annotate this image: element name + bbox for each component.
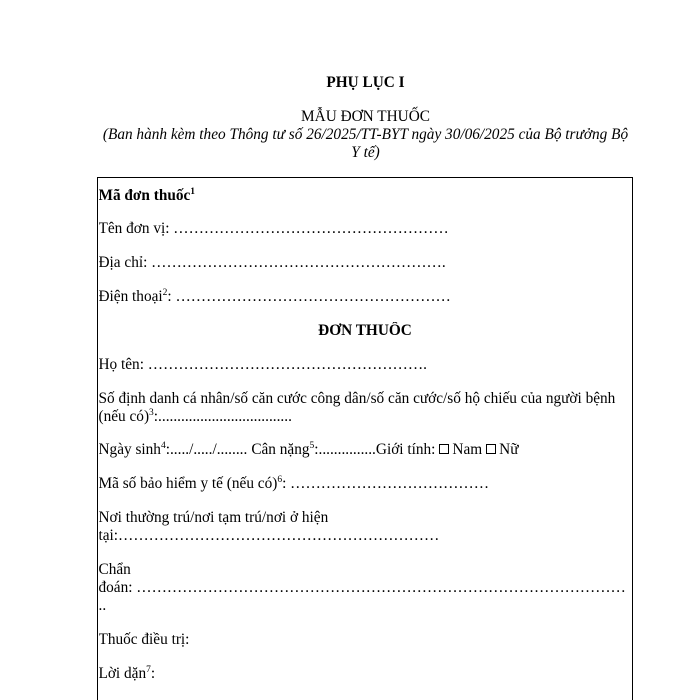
subtitle-line-1: (Ban hành kèm theo Thông tư số 26/2025/TT-BYT ngày 30/06/2025 của Bộ trưởng Bộ: [102, 126, 629, 143]
document-header: [65, 74, 666, 162]
diagnosis-line-3: ..: [98, 596, 107, 614]
prescription-form-box: [97, 177, 633, 700]
identity-dots: :...................................: [153, 407, 292, 425]
gender-option-male: Nam: [452, 441, 483, 459]
prescription-code-label: Mã đơn thuốc: [98, 186, 191, 204]
advice-colon: :: [150, 664, 156, 682]
dob-label: Ngày sinh: [98, 441, 161, 459]
treatment-row: [99, 631, 632, 649]
identity-line-1: Số định danh cá nhân/số căn cước công dân/số căn cước/số hộ chiếu của người bệnh: [98, 389, 616, 407]
insurance-dots: : …………………………………: [282, 475, 490, 493]
unit-name-line: Tên đơn vị: ………………………………………………: [98, 220, 449, 238]
diagnosis-line-1: Chẩn: [98, 560, 131, 578]
prescription-code-line: [99, 187, 632, 205]
female-checkbox-icon: [486, 444, 496, 454]
residence-line-2: tại:………………………………………………………: [98, 527, 440, 545]
footnote-marker-6: 6: [277, 475, 283, 486]
gender-label: Giới tính:: [375, 441, 436, 459]
male-checkbox-icon: [439, 444, 449, 454]
weight-dots: :...............: [314, 441, 376, 459]
patient-name-line: Họ tên: ……………………………………………….: [98, 355, 427, 373]
identity-row: [99, 390, 632, 426]
advice-label: Lời dặn: [98, 664, 147, 682]
address-line: Địa chỉ: ………………………………………………….: [98, 254, 446, 272]
phone-row: [99, 288, 632, 306]
footnote-marker-2: 2: [162, 288, 168, 299]
patient-name-row: [99, 356, 632, 374]
footnote-marker-5: 5: [309, 441, 315, 452]
footnote-marker-1: 1: [190, 186, 196, 197]
advice-line: [99, 665, 632, 683]
treatment-label: Thuốc điều trị:: [98, 630, 190, 648]
footnote-marker-7: 7: [146, 664, 151, 675]
advice-row: [99, 665, 632, 683]
form-title: MẪU ĐƠN THUỐC: [301, 108, 430, 125]
footnote-marker-4: 4: [160, 441, 166, 452]
weight-label: Cân nặng: [251, 441, 310, 459]
footnote-marker-3: 3: [149, 407, 154, 418]
appendix-title: PHỤ LỤC I: [326, 74, 405, 91]
unit-name-row: [99, 220, 632, 238]
diagnosis-line-2: đoán: ……………………………………………………………………………………: [98, 578, 626, 596]
prescription-code-row: [99, 187, 632, 205]
insurance-row: [99, 475, 632, 493]
section-title: ĐƠN THUỐC: [318, 321, 412, 339]
birth-info-line: [99, 441, 632, 459]
residence-row: [99, 509, 632, 545]
insurance-line: [99, 475, 632, 493]
dob-dots: :...../...../........: [165, 441, 248, 459]
birth-info-row: [99, 441, 632, 459]
phone-dots: : ………………………………………………: [167, 288, 451, 306]
insurance-label: Mã số bảo hiểm y tế (nếu có): [98, 475, 278, 493]
subtitle-line-2: Y tế): [351, 144, 380, 161]
phone-line: [99, 288, 632, 306]
identity-if-any-label: (nếu có): [98, 407, 150, 425]
diagnosis-row: [99, 561, 632, 615]
gender-option-female: Nữ: [499, 441, 519, 459]
address-row: [99, 254, 632, 272]
identity-line-2: [99, 408, 632, 426]
residence-line-1: Nơi thường trú/nơi tạm trú/nơi ở hiện: [98, 509, 329, 527]
phone-label: Điện thoại: [98, 288, 163, 306]
section-title-row: [99, 322, 632, 340]
